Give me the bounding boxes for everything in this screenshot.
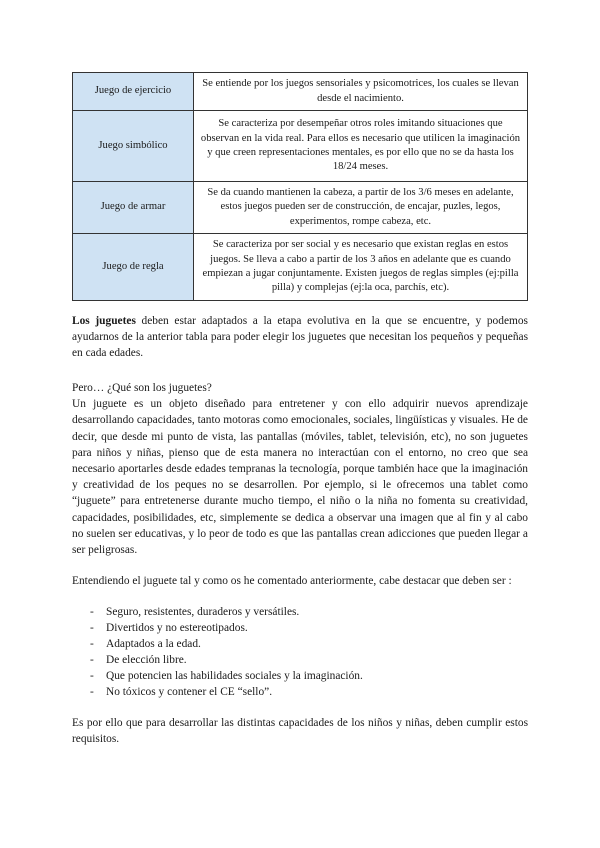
list-item [72,620,363,636]
table-row [73,111,528,182]
definition-paragraph: Un juguete es un objeto diseñado para entretener y con ello adquirir nuevos aprendizaje desarrollando capacidades, tanto motoras como emocionales, sociales, lingüísticas y visuales. He de decir, que desde mi punto de vista, las pantallas (móviles, tablet, televisión, etc), no son juguetes para niños y niñas, pienso que de esta manera no interactúan con el entorno, no creo que sea necesario aportarles desde edades tempranas la tecnología, porque también hace que la imaginación y creatividad de los peques no se desarrollen. Por ejemplo, si le ofrecemos una tablet como “juguete” para entretenerse durante mucho tiempo, el niño o la niña no fomenta su creatividad, capacidades, posibilidades, etc, simplemente se dedica a observar una imagen que al fin y al cabo no suelen ser educativas, y lo peor de todo es que las pantallas crean adicciones que pueden llegar a ser peligrosas. [72,398,528,557]
intro-text: deben estar adaptados a la etapa evolutiva en la que se encuentre, y podemos ayudarnos de la anterior tabla para poder elegir los juguetes que necesitan los pequeños y pequeñas en cada edades. [72,315,528,360]
game-type-name: Juego de regla [73,234,194,301]
table-row [73,73,528,111]
game-type-name: Juego simbólico [73,111,194,182]
intro-paragraph [72,313,528,362]
game-types-table [72,72,528,301]
list-item [72,652,363,668]
intro-bold-term: Los juguetes [72,315,136,327]
game-type-description: Se da cuando mantienen la cabeza, a partir de los 3/6 meses en adelante, estos juegos pueden ser de construcción, de encajar, puzles, legos, experimentos, rompe cabeza, etc. [194,182,528,234]
table-row [73,234,528,301]
closing-text: Es por ello que para desarrollar las distintas capacidades de los niños y niñas, deben cumplir estos requisitos. [72,717,528,746]
list-item [72,668,363,684]
game-type-name: Juego de ejercicio [73,73,194,111]
game-type-description: Se entiende por los juegos sensoriales y psicomotrices, los cuales se llevan desde el nacimiento. [194,73,528,111]
game-type-description: Se caracteriza por desempeñar otros roles imitando situaciones que observan en la vida real. Para ellos es necesario que utilicen la imaginación y que creen representaciones mentales, es por ello que no se da hasta los 18/24 meses. [194,111,528,182]
bullet-dash: - [90,606,94,618]
closing-paragraph [72,715,528,747]
bullet-dash: - [90,622,94,635]
game-type-name: Juego de armar [73,182,194,234]
list-lead-paragraph [72,573,528,589]
requirements-list [72,604,363,701]
list-item-text: De elección libre. [106,654,187,667]
list-item-text: Adaptados a la edad. [106,638,201,651]
list-item [72,636,363,652]
bullet-dash: - [90,686,94,699]
what-are-toys-section [72,380,528,558]
list-item-text: No tóxicos y contener el CE “sello”. [106,686,273,699]
list-lead-text: Entendiendo el juguete tal y como os he comentado anteriormente, cabe destacar que deben ser : [72,575,512,587]
bullet-dash: - [90,638,94,651]
list-item-text: Seguro, resistentes, duraderos y versátiles. [106,606,300,618]
list-item [72,604,363,620]
question-line: Pero… ¿Qué son los juguetes? [72,382,212,394]
game-type-description: Se caracteriza por ser social y es necesario que existan reglas en estos juegos. Se lleva a cabo a partir de los 3 años en adelante que es cuando empiezan a jugar conjuntamente. Existen juegos de reglas simples (ej:pilla pilla) y complejas (ej:la oca, parchís, etc). [194,234,528,301]
bullet-dash: - [90,670,94,683]
table-row [73,182,528,234]
bullet-dash: - [90,654,94,667]
list-item [72,684,363,700]
list-item-text: Que potencien las habilidades sociales y la imaginación. [106,670,363,683]
list-item-text: Divertidos y no estereotipados. [106,622,248,635]
